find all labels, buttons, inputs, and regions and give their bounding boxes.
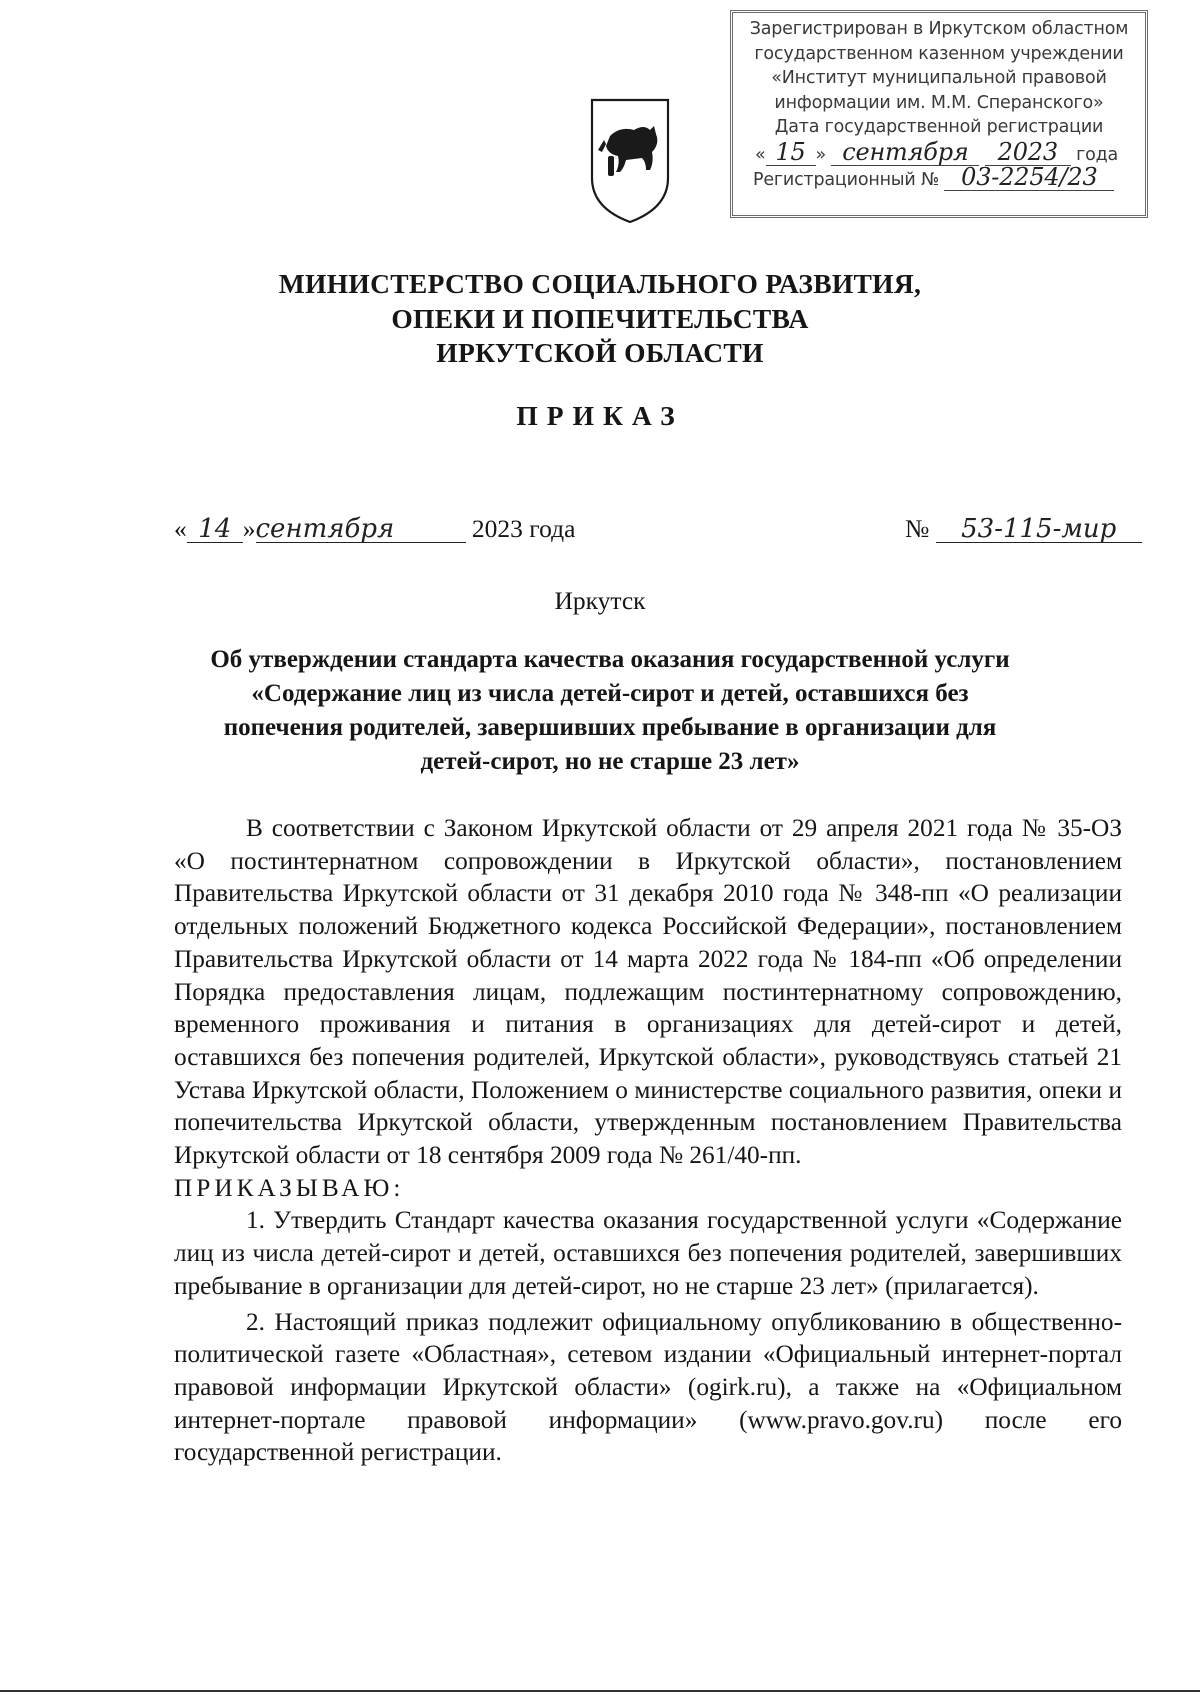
order-date-day: 14 <box>198 514 232 544</box>
order-item-2: 2. Настоящий приказ подлежит официальному опубликованию в общественно-политической газете «Областная», сетевом издании «Официальный интернет-портал правовой информации Иркутской области» (ogirk.ru), а также на «Официальном интернет-портале правовой информации» (www.pravo.gov.ru) после его государственной регистрации. <box>174 1307 1122 1467</box>
order-date-year: 2023 года <box>471 514 576 543</box>
babr-animal-icon <box>598 126 657 176</box>
stamp-line-5: Дата государственной регистрации <box>774 117 1104 137</box>
org-line-3: ИРКУТСКОЙ ОБЛАСТИ <box>436 337 764 368</box>
order-number <box>905 514 1142 544</box>
stamp-line-4: информации им. М.М. Сперанского» <box>774 92 1104 113</box>
registration-stamp <box>730 10 1148 218</box>
order-date-close: » <box>242 514 256 543</box>
order-date-month: сентября <box>255 514 395 544</box>
order-date-open: « <box>174 514 187 543</box>
coat-of-arms-emblem <box>590 96 670 226</box>
document-title <box>160 643 1060 779</box>
title-line-2: «Содержание лиц из числа детей-сирот и детей, оставшихся без <box>251 680 969 707</box>
organization-name <box>0 267 1200 371</box>
preamble-paragraph: В соответствии с Законом Иркутской области от 29 апреля 2021 года № 35-ОЗ «О постинтернатном сопровождении в Иркутской области», постановлением Правительства Иркутской области от 31 декабря 2010 года № 348-пп «О реализации отдельных положений Бюджетного кодекса Российской Федерации», постановлением Правительства Иркутской области от 14 марта 2022 года № 184-пп «Об определении Порядка предоставления лицам, подлежащим постинтернатному сопровождению, временного проживания и питания в организациях для детей-сирот и детей, оставшихся без попечения родителей, Иркутской области», руководствуясь статьей 21 Устава Иркутской области, Положением о министерстве социального развития, опеки и попечительства Иркутской области, утвержденным постановлением Правительства Иркутской области от 18 сентября 2009 года № 261/40-пп. <box>174 814 1122 1170</box>
stamp-reg-number: 03-2254/23 <box>961 163 1098 191</box>
stamp-date-year: 2023 <box>997 137 1058 166</box>
stamp-date-close: » <box>815 144 827 165</box>
stamp-date-suffix: года <box>1076 144 1119 165</box>
stamp-line-2: государственном казенном учреждении <box>754 43 1124 64</box>
stamp-registration-number <box>733 163 1145 193</box>
document-body <box>174 812 1122 1469</box>
order-date <box>174 514 575 544</box>
stamp-line-3: «Институт муниципальной правовой <box>771 68 1107 88</box>
order-item-1: 1. Утвердить Стандарт качества оказания государственной услуги «Содержание лиц из числа детей-сирот и детей, оставшихся без попечения родителей, завершивших пребывание в организации для детей-сирот, но не старше 23 лет» (прилагается). <box>174 1206 1122 1300</box>
order-number-value: 53-115-мир <box>961 514 1117 544</box>
stamp-date-month: сентября <box>842 137 969 166</box>
page-bottom-edge-line <box>0 1690 1200 1692</box>
document-type-heading: ПРИКАЗ <box>516 400 684 431</box>
title-line-1: Об утверждении стандарта качества оказания государственной услуги <box>210 646 1010 673</box>
stamp-line-1: Зарегистрирован в Иркутском областном <box>749 19 1129 39</box>
title-line-4: детей-сирот, но не старше 23 лет» <box>420 748 800 775</box>
org-line-2: ОПЕКИ И ПОПЕЧИТЕЛЬСТВА <box>391 302 809 334</box>
stamp-date-open: « <box>755 144 766 165</box>
stamp-reg-label: Регистрационный № <box>753 170 939 190</box>
stamp-date-day: 15 <box>775 137 806 166</box>
org-line-1: МИНИСТЕРСТВО СОЦИАЛЬНОГО РАЗВИТИЯ, <box>278 268 922 299</box>
order-number-label: № <box>905 514 930 543</box>
title-line-3: попечения родителей, завершивших пребывание в организации для <box>223 714 997 741</box>
city-name: Иркутск <box>554 586 646 615</box>
order-word: ПРИКАЗЫВАЮ: <box>174 1173 405 1202</box>
